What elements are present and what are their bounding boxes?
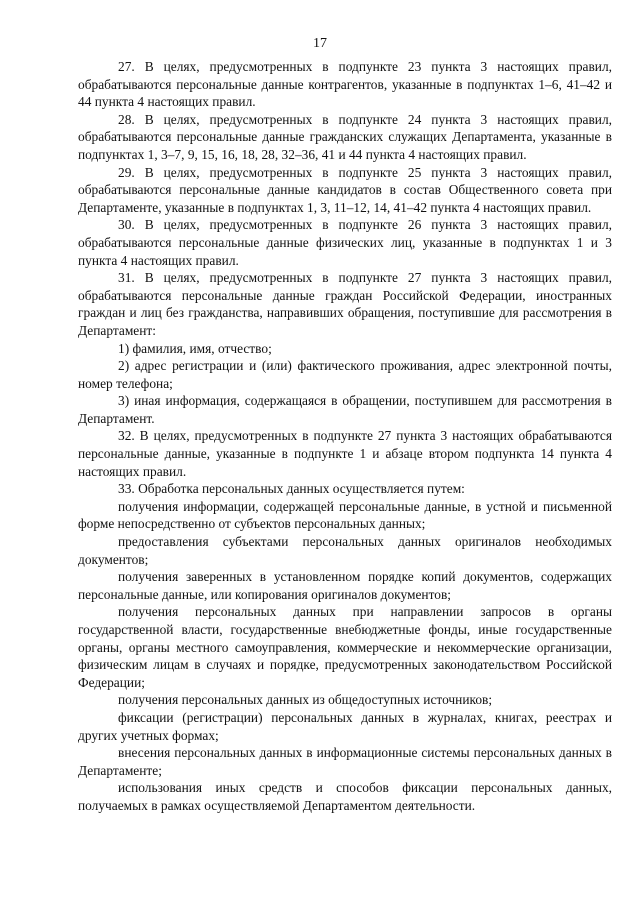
page-number: 17 [313,36,327,51]
method-item: использования иных средств и способов фиксации персональных данных, получаемых в рамках осуществляемой Департаментом деятельности. [78,780,612,813]
method-item: предоставления субъектами персональных данных оригиналов необходимых документов; [78,534,612,567]
list-item-31-3: 3) иная информация, содержащаяся в обращении, поступившем для рассмотрения в Департамент. [78,393,612,426]
paragraph-31: 31. В целях, предусмотренных в подпункте 27 пункта 3 настоящих правил, обрабатываются персональные данные граждан Российской Федерации, иностранных граждан и лиц без гражданства, направивших обращения, поступившие для рассмотрения в Департамент: [78,270,612,338]
method-item: получения заверенных в установленном порядке копий документов, содержащих персональные данные, или копирования оригиналов документов; [78,569,612,602]
method-item: фиксации (регистрации) персональных данных в журналах, книгах, реестрах и других учетных формах; [78,709,612,743]
paragraph-29: 29. В целях, предусмотренных в подпункте 25 пункта 3 настоящих правил, обрабатываются персональные данные кандидатов в состав Общественного совета при Департаменте, указанные в подпунктах 1, 3, 11–12, 14, 41–42 пункта 4 настоящих правил. [78,164,612,215]
list-item-31-2: 2) адрес регистрации и (или) фактического проживания, адрес электронной почты, номер телефона; [78,358,612,391]
paragraph-30: 30. В целях, предусмотренных в подпункте 26 пункта 3 настоящих правил, обрабатываются персональные данные физических лиц, указанные в подпунктах 1 и 3 пункта 4 настоящих правил. [78,217,612,268]
method-item: внесения персональных данных в информационные системы персональных данных в Департаменте; [78,745,612,778]
paragraph-27: 27. В целях, предусмотренных в подпункте 23 пункта 3 настоящих правил, обрабатываются персональные данные контрагентов, указанные в подпунктах 1–6, 41–42 и 44 пункта 4 настоящих правил. [78,59,612,110]
method-item: получения информации, содержащей персональные данные, в устной и письменной форме непосредственно от субъектов персональных данных; [78,498,612,532]
paragraph-28: 28. В целях, предусмотренных в подпункте 24 пункта 3 настоящих правил, обрабатываются персональные данные гражданских служащих Департамента, указанные в подпунктах 1, 3–7, 9, 15, 16, 18, 28, 32–36, 41 и 44 пункта 4 настоящих правил. [78,111,612,162]
method-item: получения персональных данных из общедоступных источников; [118,692,493,708]
paragraph-32: 32. В целях, предусмотренных в подпункте 27 пункта 3 настоящих обрабатываются персональные данные, указанные в подпункте 1 и абзаце втором подпункта 14 пункта 4 настоящих правил. [78,428,612,479]
method-item: получения персональных данных при направлении запросов в органы государственной власти, государственные внебюджетные фонды, иные государственные органы, органы местного самоуправления, коммерческие и некоммерческие организации, физическим лицам в случаях и порядке, предусмотренных законодательством Российской Федерации; [78,604,612,690]
paragraph-33: 33. Обработка персональных данных осуществляется путем: [118,481,465,497]
document-body [78,58,612,815]
list-item-31-1: 1) фамилия, имя, отчество; [118,340,272,356]
